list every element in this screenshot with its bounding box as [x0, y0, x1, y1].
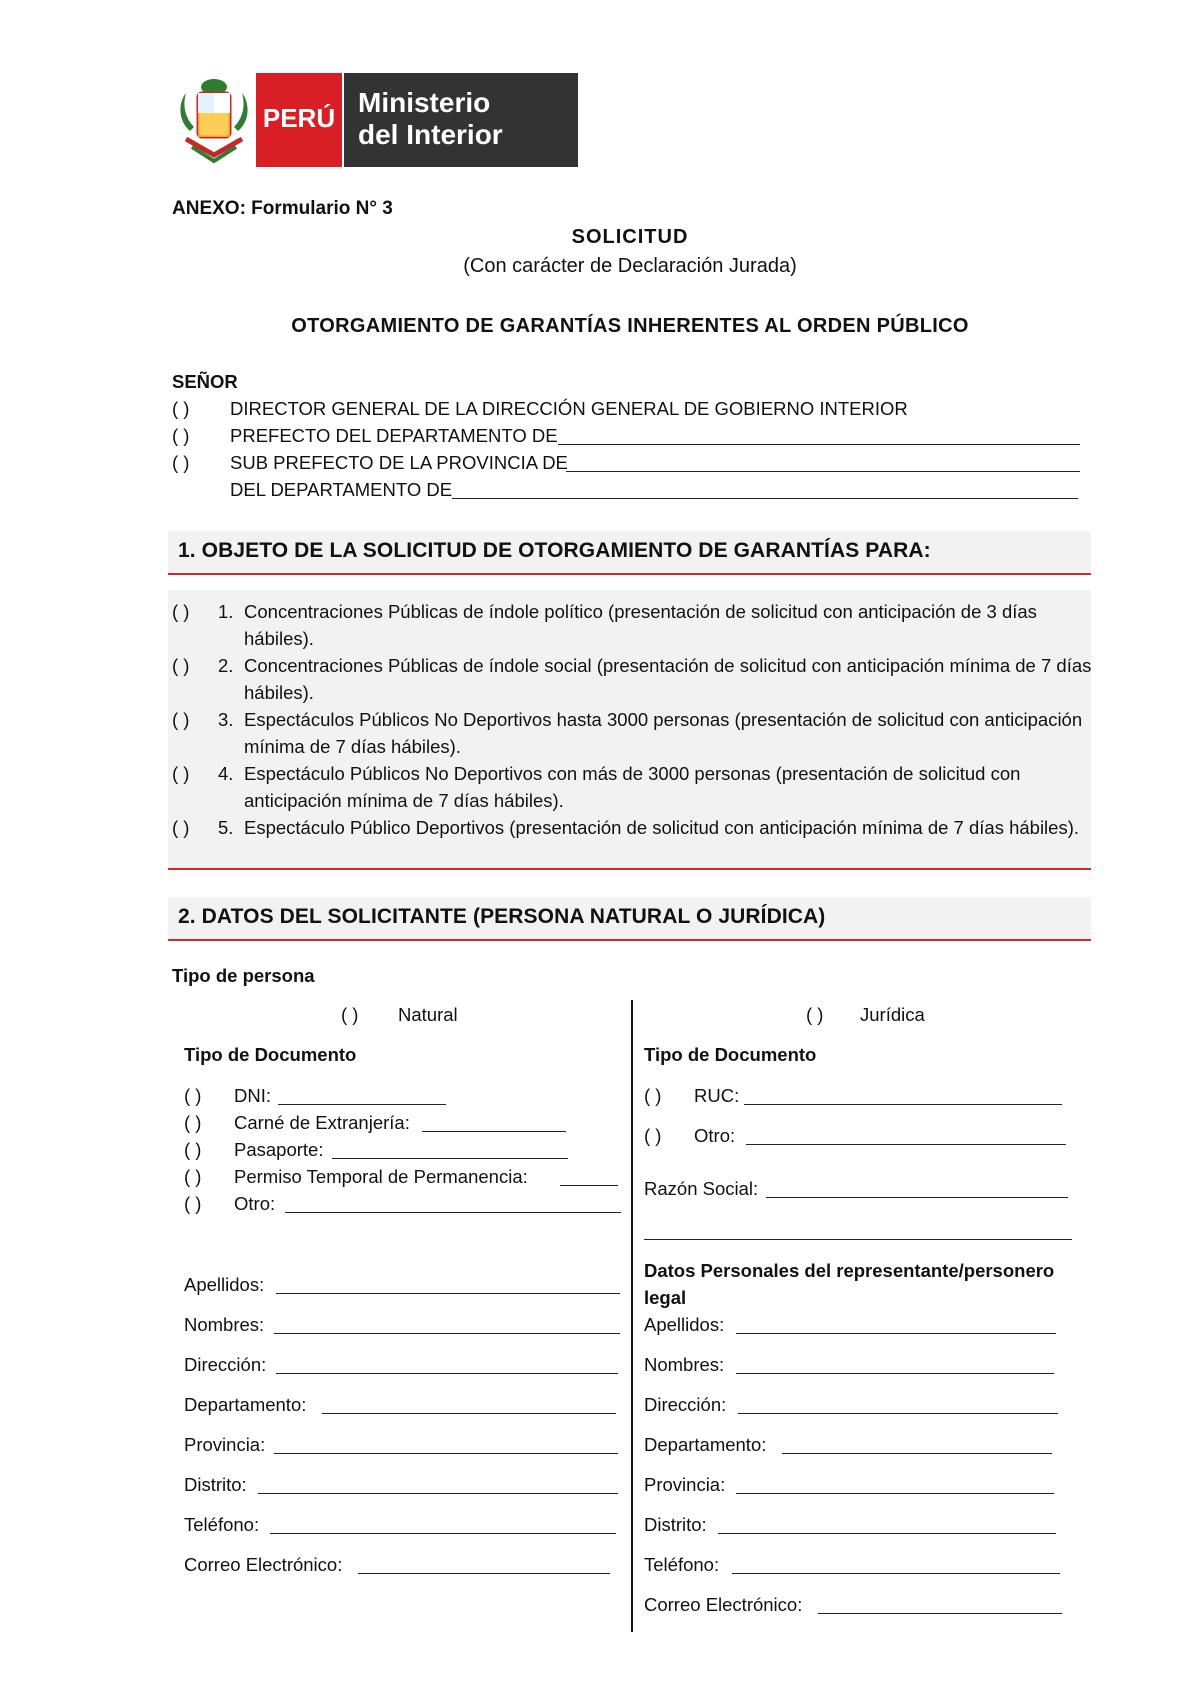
ministry-logo	[172, 73, 578, 167]
juridical-field-label: Distrito:	[644, 1514, 707, 1535]
form-title: SOLICITUD	[571, 226, 689, 248]
form-heading: OTORGAMIENTO DE GARANTÍAS INHERENTES AL ORDEN PÚBLICO	[291, 315, 969, 337]
natural-person-checkbox[interactable]: ( )	[341, 1004, 359, 1025]
purpose-number: 5.	[218, 817, 234, 838]
addressee-option-prefecto: PREFECTO DEL DEPARTAMENTO DE	[230, 425, 558, 446]
natural-field-label: Dirección:	[184, 1354, 267, 1375]
natural-direccion-input-line[interactable]	[276, 1373, 618, 1374]
peru-red-block	[256, 73, 342, 167]
juridical-field-label: Provincia:	[644, 1474, 726, 1495]
purpose-checkbox[interactable]: ( )	[172, 763, 190, 784]
purpose-text: Concentraciones Públicas de índole social (presentación de solicitud con anticipación mínima de 7 días hábiles).	[244, 655, 1092, 703]
carne-checkbox[interactable]: ( )	[184, 1112, 202, 1133]
purpose-text: Espectáculo Público Deportivos (presentación de solicitud con anticipación mínima de 7 días hábiles).	[244, 817, 1080, 838]
form-subtitle: (Con carácter de Declaración Jurada)	[463, 255, 797, 277]
juridical-provincia-input-line[interactable]	[736, 1493, 1054, 1494]
natural-departamento-input-line[interactable]	[322, 1413, 616, 1414]
addressee-option-director: DIRECTOR GENERAL DE LA DIRECCIÓN GENERAL DE GOBIERNO INTERIOR	[230, 398, 908, 419]
carne-input-line[interactable]	[422, 1131, 566, 1132]
addressee-checkbox-subprefecto[interactable]: ( )	[172, 452, 190, 473]
purpose-number: 2.	[218, 655, 234, 676]
natural-person-label: Natural	[398, 1004, 458, 1025]
juridical-person-checkbox[interactable]: ( )	[806, 1004, 824, 1025]
natural-field-label: Apellidos:	[184, 1274, 265, 1295]
natural-provincia-input-line[interactable]	[274, 1453, 618, 1454]
prefecto-department-input-line[interactable]	[558, 444, 1080, 445]
natural-apellidos-input-line[interactable]	[276, 1293, 620, 1294]
purpose-text: Espectáculo Públicos No Deportivos con más de 3000 personas (presentación de solicitud con anticipación mínima de 7 días hábiles).	[244, 763, 1021, 811]
representative-heading-line2: legal	[644, 1287, 687, 1308]
juridical-doc-heading: Tipo de Documento	[644, 1044, 817, 1065]
juridical-field-label: Departamento:	[644, 1434, 767, 1455]
purpose-number: 3.	[218, 709, 234, 730]
juridical-field-label: Apellidos:	[644, 1314, 725, 1335]
subprefecto-department-input-line[interactable]	[452, 498, 1078, 499]
juridical-telefono-input-line[interactable]	[732, 1573, 1060, 1574]
section-2-title: 2. DATOS DEL SOLICITANTE (PERSONA NATURAL O JURÍDICA)	[178, 905, 826, 928]
addressee-checkbox-director[interactable]: ( )	[172, 398, 190, 419]
juridical-apellidos-input-line[interactable]	[736, 1333, 1056, 1334]
permiso-input-line[interactable]	[560, 1185, 618, 1186]
request-purpose-list	[168, 590, 1091, 870]
representative-heading-line1: Datos Personales del representante/personero	[644, 1260, 1055, 1281]
juridical-field-label: Correo Electrónico:	[644, 1594, 803, 1615]
purpose-checkbox[interactable]: ( )	[172, 709, 190, 730]
natural-other-checkbox[interactable]: ( )	[184, 1193, 202, 1214]
permiso-checkbox[interactable]: ( )	[184, 1166, 202, 1187]
coat-of-arms-icon	[172, 73, 256, 167]
juridical-other-label: Otro:	[694, 1125, 736, 1146]
column-divider	[631, 1000, 633, 1632]
natural-field-label: Correo Electrónico:	[184, 1554, 343, 1575]
logo-ministry-line1: Ministerio	[358, 87, 491, 118]
annex-label: ANEXO: Formulario N° 3	[172, 198, 393, 219]
purpose-text: Concentraciones Públicas de índole político (presentación de solicitud con anticipación de 3 días hábiles).	[244, 601, 1037, 649]
dni-input-line[interactable]	[278, 1104, 446, 1105]
purpose-number: 1.	[218, 601, 234, 622]
juridical-correo-input-line[interactable]	[818, 1613, 1062, 1614]
purpose-checkbox[interactable]: ( )	[172, 817, 190, 838]
section-1-title: 1. OBJETO DE LA SOLICITUD DE OTORGAMIENTO DE GARANTÍAS PARA:	[178, 539, 931, 562]
natural-other-input-line[interactable]	[285, 1212, 621, 1213]
razon-social-input-line[interactable]	[766, 1197, 1068, 1198]
pasaporte-input-line[interactable]	[332, 1158, 568, 1159]
natural-doc-heading: Tipo de Documento	[184, 1044, 357, 1065]
natural-field-label: Provincia:	[184, 1434, 266, 1455]
natural-field-label: Teléfono:	[184, 1514, 260, 1535]
natural-correo-input-line[interactable]	[358, 1573, 610, 1574]
carne-label: Carné de Extranjería:	[234, 1112, 410, 1133]
natural-nombres-input-line[interactable]	[274, 1333, 620, 1334]
pasaporte-label: Pasaporte:	[234, 1139, 324, 1160]
section-1-header	[168, 531, 1091, 575]
logo-country-text: PERÚ	[262, 103, 336, 133]
natural-field-label: Departamento:	[184, 1394, 307, 1415]
addressee-department-label: DEL DEPARTAMENTO DE	[230, 479, 453, 500]
person-type-label: Tipo de persona	[172, 965, 315, 986]
razon-social-input-line-2[interactable]	[644, 1239, 1072, 1240]
ministry-dark-block	[344, 73, 578, 167]
natural-telefono-input-line[interactable]	[270, 1533, 616, 1534]
natural-field-label: Nombres:	[184, 1314, 265, 1335]
permiso-label: Permiso Temporal de Permanencia:	[234, 1166, 528, 1187]
juridical-departamento-input-line[interactable]	[782, 1453, 1052, 1454]
pasaporte-checkbox[interactable]: ( )	[184, 1139, 202, 1160]
dni-label: DNI:	[234, 1085, 271, 1106]
natural-field-label: Distrito:	[184, 1474, 247, 1495]
juridical-other-input-line[interactable]	[746, 1144, 1066, 1145]
juridical-field-label: Dirección:	[644, 1394, 727, 1415]
juridical-direccion-input-line[interactable]	[738, 1413, 1058, 1414]
subprefecto-province-input-line[interactable]	[566, 471, 1080, 472]
purpose-text: Espectáculos Públicos No Deportivos hasta 3000 personas (presentación de solicitud con anticipación mínima de 7 días hábiles).	[244, 709, 1083, 757]
purpose-number: 4.	[218, 763, 234, 784]
juridical-field-label: Nombres:	[644, 1354, 725, 1375]
ruc-checkbox[interactable]: ( )	[644, 1085, 662, 1106]
addressee-label: SEÑOR	[172, 371, 238, 392]
natural-distrito-input-line[interactable]	[258, 1493, 618, 1494]
purpose-checkbox[interactable]: ( )	[172, 655, 190, 676]
juridical-nombres-input-line[interactable]	[736, 1373, 1054, 1374]
ruc-input-line[interactable]	[744, 1104, 1062, 1105]
addressee-option-subprefecto: SUB PREFECTO DE LA PROVINCIA DE	[230, 452, 568, 473]
logo-ministry-line2: del Interior	[358, 119, 503, 150]
juridical-field-label: Teléfono:	[644, 1554, 720, 1575]
addressee-checkbox-prefecto[interactable]: ( )	[172, 425, 190, 446]
juridical-distrito-input-line[interactable]	[718, 1533, 1056, 1534]
juridical-other-checkbox[interactable]: ( )	[644, 1125, 662, 1146]
section-2-header	[168, 897, 1091, 941]
razon-social-label: Razón Social:	[644, 1178, 759, 1199]
juridical-person-label: Jurídica	[860, 1004, 925, 1025]
ruc-label: RUC:	[694, 1085, 740, 1106]
dni-checkbox[interactable]: ( )	[184, 1085, 202, 1106]
purpose-checkbox[interactable]: ( )	[172, 601, 190, 622]
natural-other-label: Otro:	[234, 1193, 276, 1214]
